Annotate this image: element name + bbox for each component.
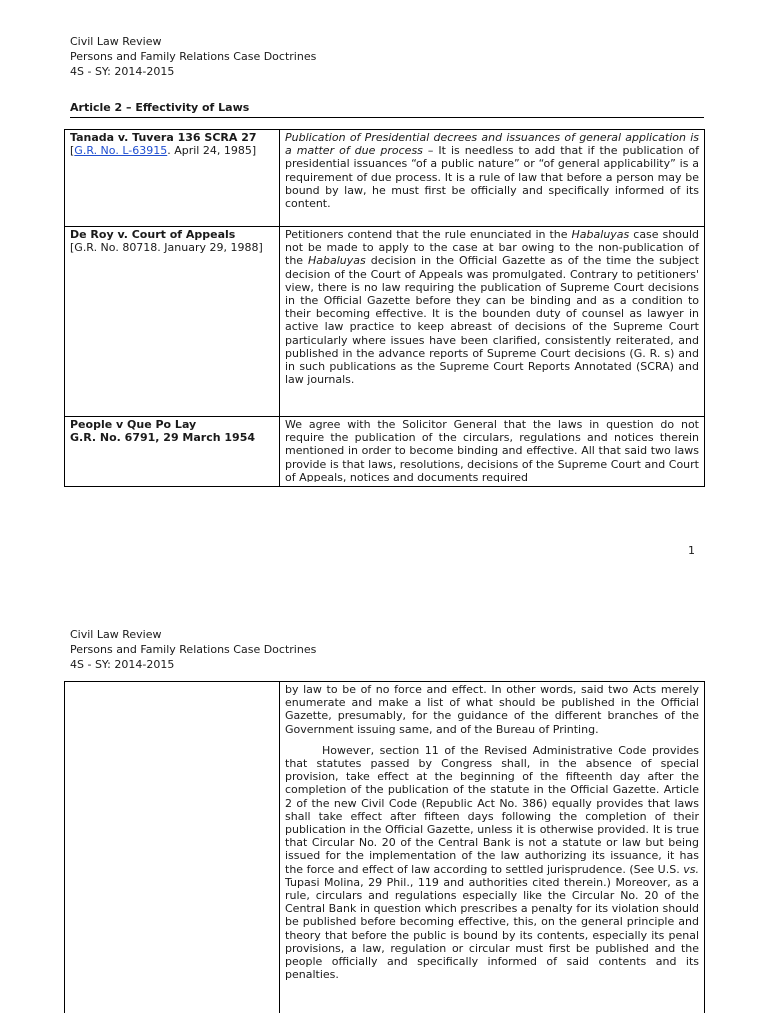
case-cell [65,417,280,487]
doctrine-text: We agree with the Solicitor General that the laws in question do not require the publication of the circulars, regulations and notices therein mentioned in order to become binding and effective. All that said two laws provide is that laws, resolutions, decisions of the Supreme Court and Court of Appeals, notices and documents required [285,418,699,482]
case-name: People v Que Po Lay [70,418,197,431]
doctrine-paragraph: However, section 11 of the Revised Administrative Code provides that statutes passed by Congress shall, in the absence of special provision, take effect at the beginning of the fifteenth day after the completion of the publication of the statute in the Official Gazette. Article 2 of the new Civil Code (Republic Act No. 386) equally provides that laws shall take effect after fifteen days following the completion of their publication in the Official Gazette, unless it is otherwise provided. It is true that Circular No. 20 of the Central Bank is not a statute or law but being issued for the implementation of the law authorizing its issuance, it has the force and effect of law according to settled jurisprudence. (See U.S. vs. Tupasi Molina, 29 Phil., 119 and authorities cited therein.) Moreover, as a rule, circulars and regulations especially like the Circular No. 20 of the Central Bank in question which prescribes a penalty for its violation should be published before becoming effective, this, on the general principle and theory that before the public is bound by its contents, especially its penal provisions, a law, regulation or circular must first be published and the people officially and specifically informed of said contents and its penalties. [285,743,699,982]
course-title: Civil Law Review [70,628,162,641]
document-subtitle: Persons and Family Relations Case Doctrines [70,50,317,63]
page-number: 1 [688,544,695,557]
case-cell [65,130,280,227]
doctrine-cell [280,417,705,487]
section-year: 4S - SY: 2014-2015 [70,658,175,671]
case-link[interactable]: G.R. No. L-63915 [74,144,168,158]
table-row [65,417,705,487]
case-table-page2 [64,681,705,1013]
case-name: De Roy v. Court of Appeals [70,228,236,241]
case-cell [65,682,280,1014]
page1-header [70,34,316,79]
doctrine-cell [280,682,705,1014]
case-reference: [G.R. No. 80718. January 29, 1988] [70,241,263,255]
table-row [65,227,705,417]
table-row [65,130,705,227]
doctrine-cell [280,130,705,227]
case-name: Tanada v. Tuvera 136 SCRA 27 [70,131,257,144]
table-row [65,682,705,1014]
section-year: 4S - SY: 2014-2015 [70,65,175,78]
doctrine-heading: Publication of Presidential decrees and issuances of general application is a matter of due process [285,131,699,158]
case-table-page1 [64,129,705,487]
doctrine-text: – It is needless to add that if the publication of presidential issuances “of a public nature” or “of general applicability” is a requirement of due process. It is a rule of law that before a person may be bound by law, he must first be officially and specifically informed of its content. [285,144,700,211]
page2-header [70,627,316,672]
course-title: Civil Law Review [70,35,162,48]
doctrine-cell: Petitioners contend that the rule enunciated in the Habaluyas case should not be made to apply to the case at bar owing to the non-publication of the Habaluyas decision in the Official Gazette as of the time the subject decision of the Court of Appeals was promulgated. Contrary to petitioners' view, there is no law requiring the publication of Supreme Court decisions in the Official Gazette before they can be binding and as a condition to their becoming effective. It is the bounden duty of counsel as lawyer in active law practice to keep abreast of decisions of the Supreme Court particularly where issues have been clarified, consistently reiterated, and published in the advance reports of Supreme Court decisions (G. R. s) and in such publications as the Supreme Court Reports Annotated (SCRA) and law journals. [280,227,705,417]
case-reference: [G.R. No. L-63915. April 24, 1985] [70,144,257,158]
document-subtitle: Persons and Family Relations Case Doctrines [70,643,317,656]
case-cell [65,227,280,417]
case-reference: G.R. No. 6791, 29 March 1954 [70,431,256,445]
section-title: Article 2 – Effectivity of Laws [70,101,704,118]
doctrine-paragraph: by law to be of no force and effect. In other words, said two Acts merely enumerate and make a list of what should be published in the Official Gazette, presumably, for the guidance of the different branches of the Government issuing same, and of the Bureau of Printing. [285,683,699,736]
